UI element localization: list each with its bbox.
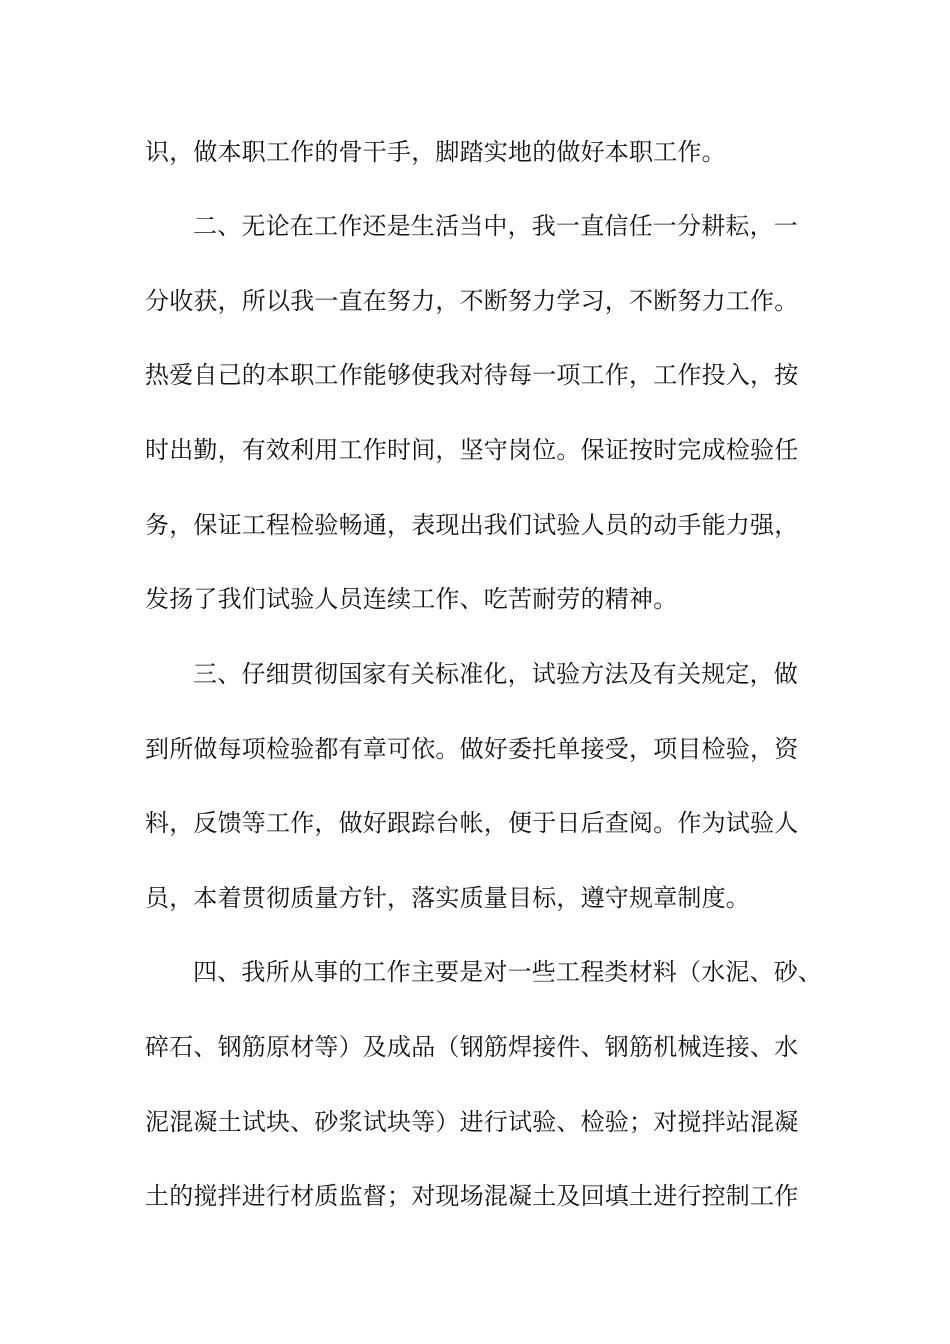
text-line: 员，本着贯彻质量方针，落实质量目标，遵守规章制度。 (145, 884, 750, 912)
text-line: 料，反馈等工作，做好跟踪台帐，便于日后查阅。作为试验人 (145, 809, 799, 837)
text-line: 识，做本职工作的骨干手，脚踏实地的做好本职工作。 (145, 138, 726, 166)
text-line: 务，保证工程检验畅通，表现出我们试验人员的动手能力强， (145, 511, 799, 539)
text-line: 到所做每项检验都有章可依。做好委托单接受，项目检验，资 (145, 735, 799, 763)
text-line: 发扬了我们试验人员连续工作、吃苦耐劳的精神。 (145, 585, 678, 613)
text-line: 碎石、钢筋原材等）及成品（钢筋焊接件、钢筋机械连接、水 (145, 1033, 799, 1061)
text-line: 时出勤，有效利用工作时间，坚守岗位。保证按时完成检验任 (145, 436, 799, 464)
text-line: 泥混凝土试块、砂浆试块等）进行试验、检验；对搅拌站混凝 (145, 1108, 799, 1136)
paragraph-4-first-line: 四、我所从事的工作主要是对一些工程类材料（水泥、砂、 (193, 958, 823, 986)
text-line: 分收获，所以我一直在努力，不断努力学习，不断努力工作。 (145, 287, 799, 315)
text-line: 热爱自己的本职工作能够使我对待每一项工作，工作投入，按 (145, 361, 799, 389)
text-line: 土的搅拌进行材质监督；对现场混凝土及回填土进行控制工作 (145, 1182, 799, 1210)
paragraph-2-first-line: 二、无论在工作还是生活当中，我一直信任一分耕耘，一 (193, 212, 798, 240)
paragraph-3-first-line: 三、仔细贯彻国家有关标准化，试验方法及有关规定，做 (193, 660, 798, 688)
